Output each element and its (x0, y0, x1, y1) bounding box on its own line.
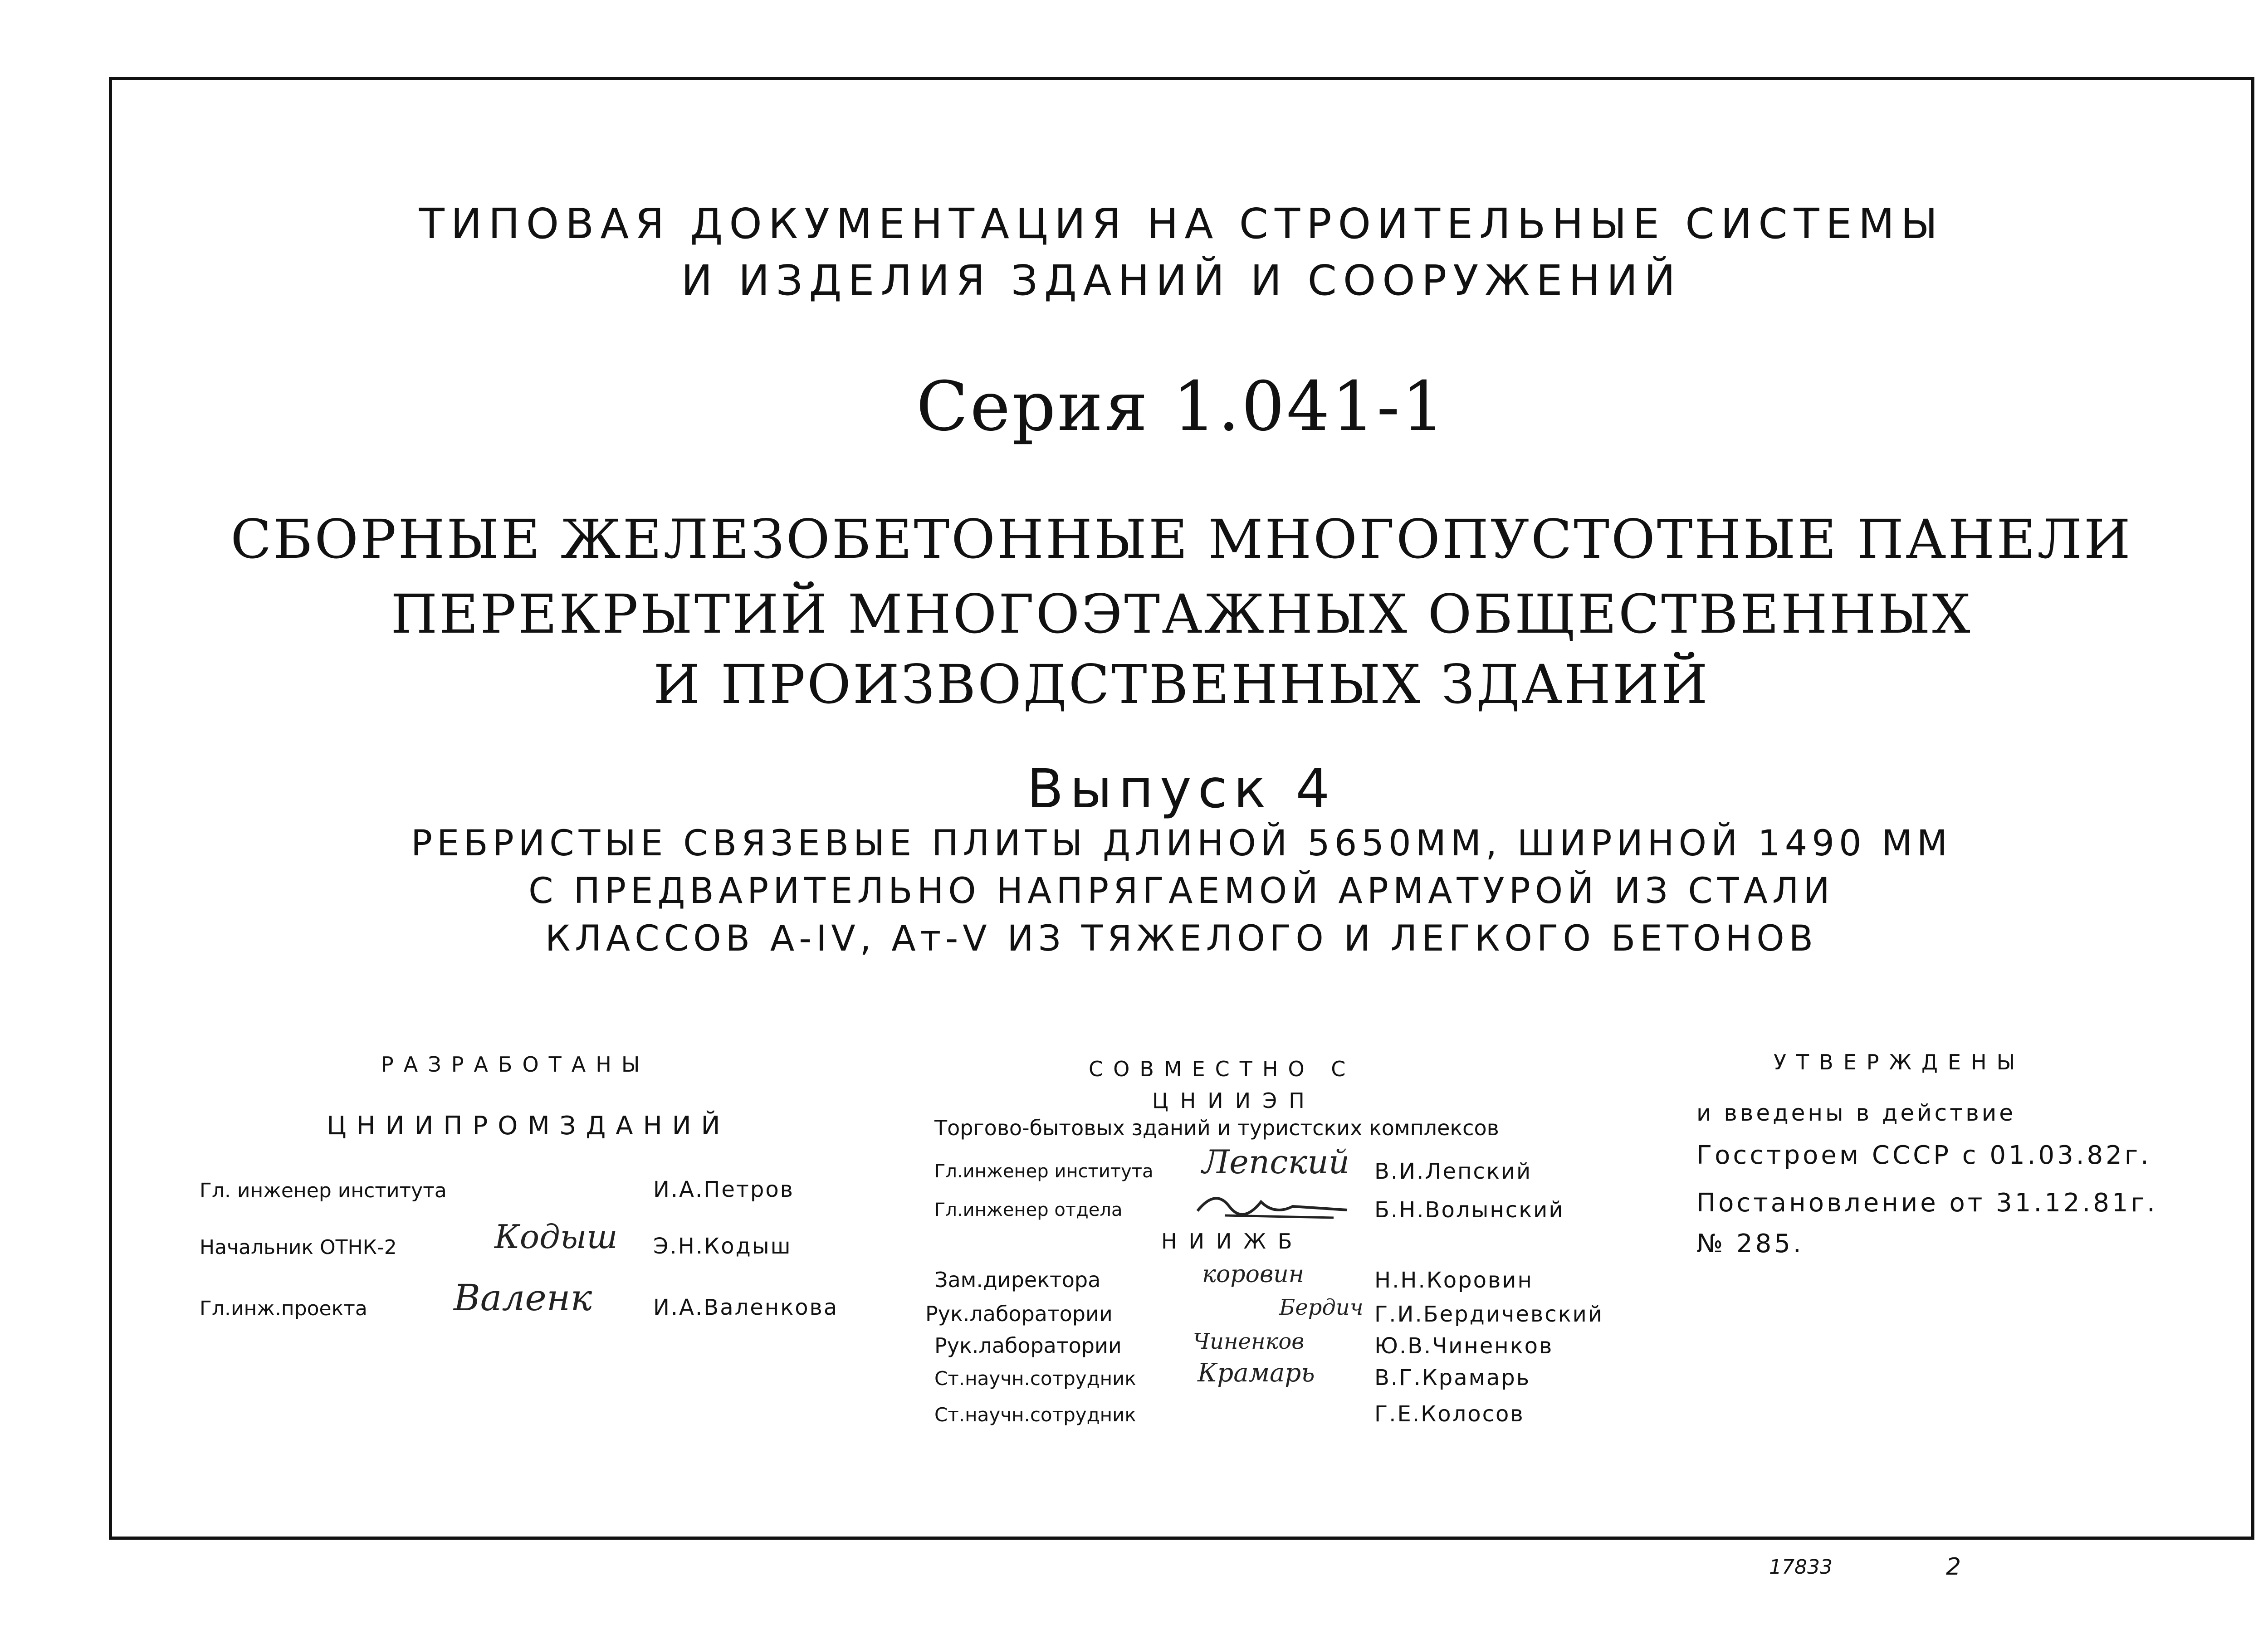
subtitle-line-2: С ПРЕДВАРИТЕЛЬНО НАПРЯГАЕМОЙ АРМАТУРОЙ ИЗ СТАЛИ (528, 871, 1834, 912)
signature-valenkova: Валенк (454, 1277, 592, 1319)
jointly-name-2: Б.Н.Волынский (1374, 1197, 1564, 1223)
header-line-2: И ИЗДЕЛИЯ ЗДАНИЙ И СООРУЖЕНИЙ (681, 256, 1682, 305)
jointly-role-1: Гл.инженер института (934, 1161, 1154, 1182)
page-number: 2 (1946, 1553, 1961, 1581)
title-line-2: ПЕРЕКРЫТИЙ МНОГОЭТАЖНЫХ ОБЩЕСТВЕННЫХ (391, 583, 1972, 645)
signature-berdichevsky: Бердич (1279, 1295, 1364, 1320)
signature-volynsky (1188, 1184, 1352, 1224)
developed-role-1: Гл. инженер института (200, 1179, 447, 1202)
approved-heading: УТВЕРЖДЕНЫ (1774, 1050, 2025, 1074)
approved-line-4: № 285. (1696, 1229, 1804, 1259)
approved-line-2: Госстроем СССР с 01.03.82г. (1696, 1141, 2151, 1170)
jointly-role-3: Зам.директора (934, 1268, 1101, 1292)
developed-name-3: И.А.Валенкова (653, 1295, 839, 1320)
signature-kramar: Крамарь (1198, 1358, 1315, 1388)
issue-title: Выпуск 4 (1026, 757, 1336, 820)
approved-line-1: и введены в действие (1696, 1100, 2016, 1126)
jointly-role-5: Рук.лаборатории (934, 1333, 1122, 1358)
jointly-org-2: НИИЖБ (1161, 1229, 1304, 1254)
developed-role-3: Гл.инж.проекта (200, 1297, 367, 1320)
title-line-3: И ПРОИЗВОДСТВЕННЫХ ЗДАНИЙ (653, 653, 1710, 716)
jointly-heading: СОВМЕСТНО С (1089, 1057, 1356, 1081)
jointly-role-6: Ст.научн.сотрудник (934, 1367, 1136, 1390)
jointly-name-5: Ю.В.Чиненков (1374, 1333, 1554, 1359)
jointly-role-4: Рук.лаборатории (925, 1302, 1113, 1326)
signature-chinenkov: Чиненков (1193, 1329, 1305, 1354)
jointly-name-3: Н.Н.Коровин (1374, 1268, 1533, 1293)
subtitle-line-1: РЕБРИСТЫЕ СВЯЗЕВЫЕ ПЛИТЫ ДЛИНОЙ 5650ММ, ШИРИНОЙ 1490 ММ (411, 823, 1952, 864)
subtitle-line-3: КЛАССОВ А-IV, Ат-V ИЗ ТЯЖЕЛОГО И ЛЕГКОГО БЕТОНОВ (545, 918, 1818, 959)
title-line-1: СБОРНЫЕ ЖЕЛЕЗОБЕТОННЫЕ МНОГОПУСТОТНЫЕ ПАНЕЛИ (230, 508, 2132, 571)
header-line-1: ТИПОВАЯ ДОКУМЕНТАЦИЯ НА СТРОИТЕЛЬНЫЕ СИСТЕМЫ (419, 200, 1944, 248)
jointly-name-6: В.Г.Крамарь (1374, 1365, 1531, 1390)
jointly-name-4: Г.И.Бердичевский (1374, 1302, 1603, 1327)
series-title: Серия 1.041-1 (916, 367, 1447, 446)
signature-kodysh: Кодыш (494, 1218, 618, 1256)
jointly-name-1: В.И.Лепский (1374, 1159, 1532, 1184)
jointly-org-1-full: Торгово-бытовых зданий и туристских комплексов (934, 1116, 1499, 1140)
developed-org: ЦНИИПРОМЗДАНИЙ (327, 1111, 730, 1141)
signature-korovin: коровин (1202, 1261, 1304, 1288)
developed-name-1: И.А.Петров (653, 1177, 794, 1202)
jointly-role-7: Ст.научн.сотрудник (934, 1404, 1136, 1426)
signature-lepsky: Лепский (1202, 1143, 1350, 1181)
developed-role-2: Начальник ОТНК-2 (200, 1236, 397, 1259)
jointly-name-7: Г.Е.Колосов (1374, 1401, 1525, 1427)
approved-line-3: Постановление от 31.12.81г. (1696, 1188, 2158, 1218)
jointly-org-1: ЦНИИЭП (1152, 1088, 1316, 1113)
developed-heading: РАЗРАБОТАНЫ (381, 1052, 650, 1077)
jointly-role-2: Гл.инженер отдела (934, 1200, 1123, 1220)
document-number: 17833 (1769, 1556, 1833, 1579)
developed-name-2: Э.Н.Кодыш (653, 1234, 792, 1259)
